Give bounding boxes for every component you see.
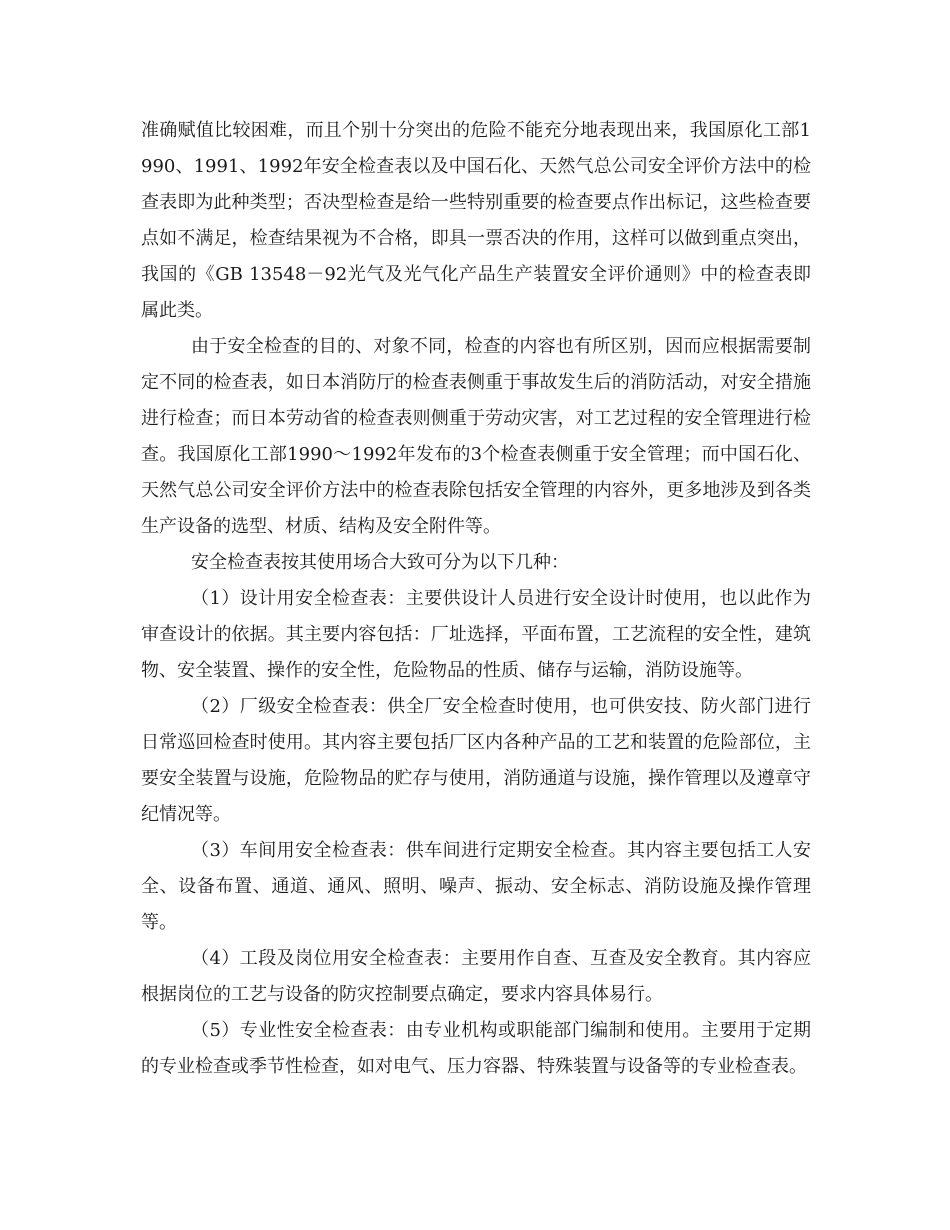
- paragraph-7: （4）工段及岗位用安全检查表：主要用作自查、互查及安全教育。其内容应根据岗位的工艺与设备的防灾控制要点确定，要求内容具体易行。: [141, 948, 811, 1005]
- paragraph-6: （3）车间用安全检查表：供车间进行定期安全检查。其内容主要包括工人安全、设备布置、通道、通风、照明、噪声、振动、安全标志、消防设施及操作管理等。: [141, 840, 811, 933]
- paragraph-1: 准确赋值比较困难，而且个别十分突出的危险不能充分地表现出来，我国原化工部1990、1991、1992年安全检查表以及中国石化、天然气总公司安全评价方法中的检查表即为此种类型；否决型检查是给一些特别重要的检查要点作出标记，这些检查要点如不满足，检查结果视为不合格，即具一票否决的作用，这样可以做到重点突出，我国的《GB 13548－92光气及光气化产品生产装置安全评价通则》中的检查表即属此类。: [141, 120, 811, 321]
- document-body: [141, 113, 811, 1085]
- paragraph-2: 由于安全检查的目的、对象不同，检查的内容也有所区别，因而应根据需要制定不同的检查表，如日本消防厅的检查表侧重于事故发生后的消防活动，对安全措施进行检查；而日本劳动省的检查表则侧重于劳动灾害，对工艺过程的安全管理进行检查。我国原化工部1990～1992年发布的3个检查表侧重于安全管理；而中国石化、天然气总公司安全评价方法中的检查表除包括安全管理的内容外，更多地涉及到各类生产设备的选型、材质、结构及安全附件等。: [141, 336, 811, 537]
- paragraph-5: （2）厂级安全检查表：供全厂安全检查时使用，也可供安技、防火部门进行日常巡回检查时使用。其内容主要包括厂区内各种产品的工艺和装置的危险部位，主要安全装置与设施，危险物品的贮存与使用，消防通道与设施，操作管理以及遵章守纪情况等。: [141, 696, 811, 825]
- paragraph-4: （1）设计用安全检查表：主要供设计人员进行安全设计时使用，也以此作为审查设计的依据。其主要内容包括：厂址选择，平面布置，工艺流程的安全性，建筑物、安全装置、操作的安全性，危险物品的性质、储存与运输，消防设施等。: [141, 588, 811, 681]
- paragraph-3: 安全检查表按其使用场合大致可分为以下几种：: [191, 552, 569, 573]
- paragraph-8: （5）专业性安全检查表：由专业机构或职能部门编制和使用。主要用于定期的专业检查或季节性检查，如对电气、压力容器、特殊装置与设备等的专业检查表。: [141, 1020, 811, 1077]
